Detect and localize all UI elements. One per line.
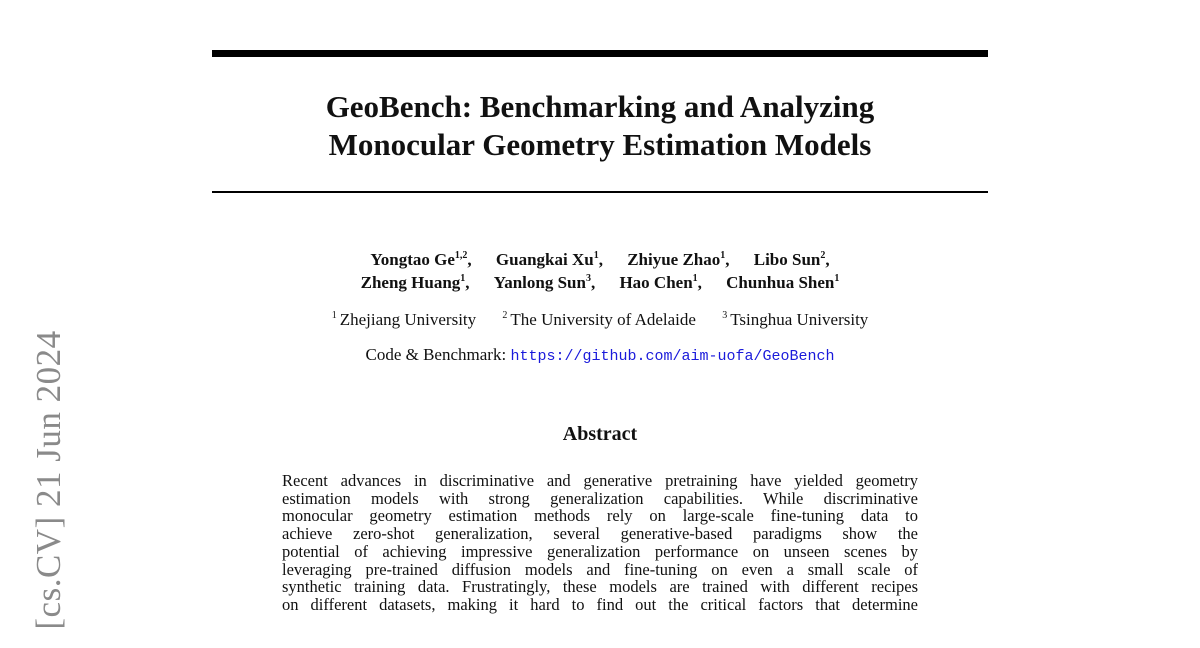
abstract-line: synthetic training data. Frustratingly, these models are trained with different recipes xyxy=(282,577,918,597)
author-list xyxy=(212,248,988,294)
code-label: Code & Benchmark: xyxy=(365,345,507,364)
author: Chunhua Shen$^1$ xyxy=(726,273,840,292)
title-top-rule xyxy=(212,50,988,57)
title-line-2: Monocular Geometry Estimation Models xyxy=(328,127,872,162)
paper-title xyxy=(212,88,988,164)
affiliation-list xyxy=(212,308,988,331)
author: Zheng Huang$^1$, xyxy=(360,273,470,292)
abstract-line: estimation models with strong generalization capabilities. While discriminative xyxy=(282,488,918,508)
author: Yanlong Sun$^3$, xyxy=(493,273,596,292)
author: Hao Chen$^1$, xyxy=(619,273,702,292)
abstract-line: monocular geometry estimation methods rely on large-scale fine-tuning data to xyxy=(282,506,918,526)
title-line-1: GeoBench: Benchmarking and Analyzing xyxy=(325,89,875,124)
code-benchmark-line xyxy=(212,343,988,368)
author: Libo Sun$^2$, xyxy=(753,250,830,269)
author: Zhiyue Zhao$^1$, xyxy=(627,250,730,269)
affiliation: $^2$ The University of Adelaide xyxy=(502,310,696,329)
abstract-line: leveraging pre-trained diffusion models and fine-tuning on even a small scale of xyxy=(282,559,918,579)
affiliation: $^3$ Tsinghua University xyxy=(722,310,869,329)
author: Yongtao Ge$^{1,2}$, xyxy=(370,250,472,269)
affiliation: $^1$ Zhejiang University xyxy=(331,310,477,329)
abstract-line: potential of achieving impressive generalization performance on unseen scenes by xyxy=(282,541,918,561)
github-link[interactable]: https://github.com/aim-uofa/GeoBench xyxy=(510,348,835,365)
author: Guangkai Xu$^1$, xyxy=(495,250,603,269)
abstract-line: achieve zero-shot generalization, several generative-based paradigms show the xyxy=(282,524,918,544)
abstract-body xyxy=(282,472,918,614)
abstract-heading: Abstract xyxy=(562,423,638,445)
abstract-line: Recent advances in discriminative and generative pretraining have yielded geometry xyxy=(282,471,918,490)
abstract-line: on different datasets, making it hard to find out the critical factors that determine xyxy=(282,594,918,614)
title-bottom-rule xyxy=(212,191,988,193)
arxiv-stamp: [cs.CV] 21 Jun 2024 xyxy=(29,330,68,630)
